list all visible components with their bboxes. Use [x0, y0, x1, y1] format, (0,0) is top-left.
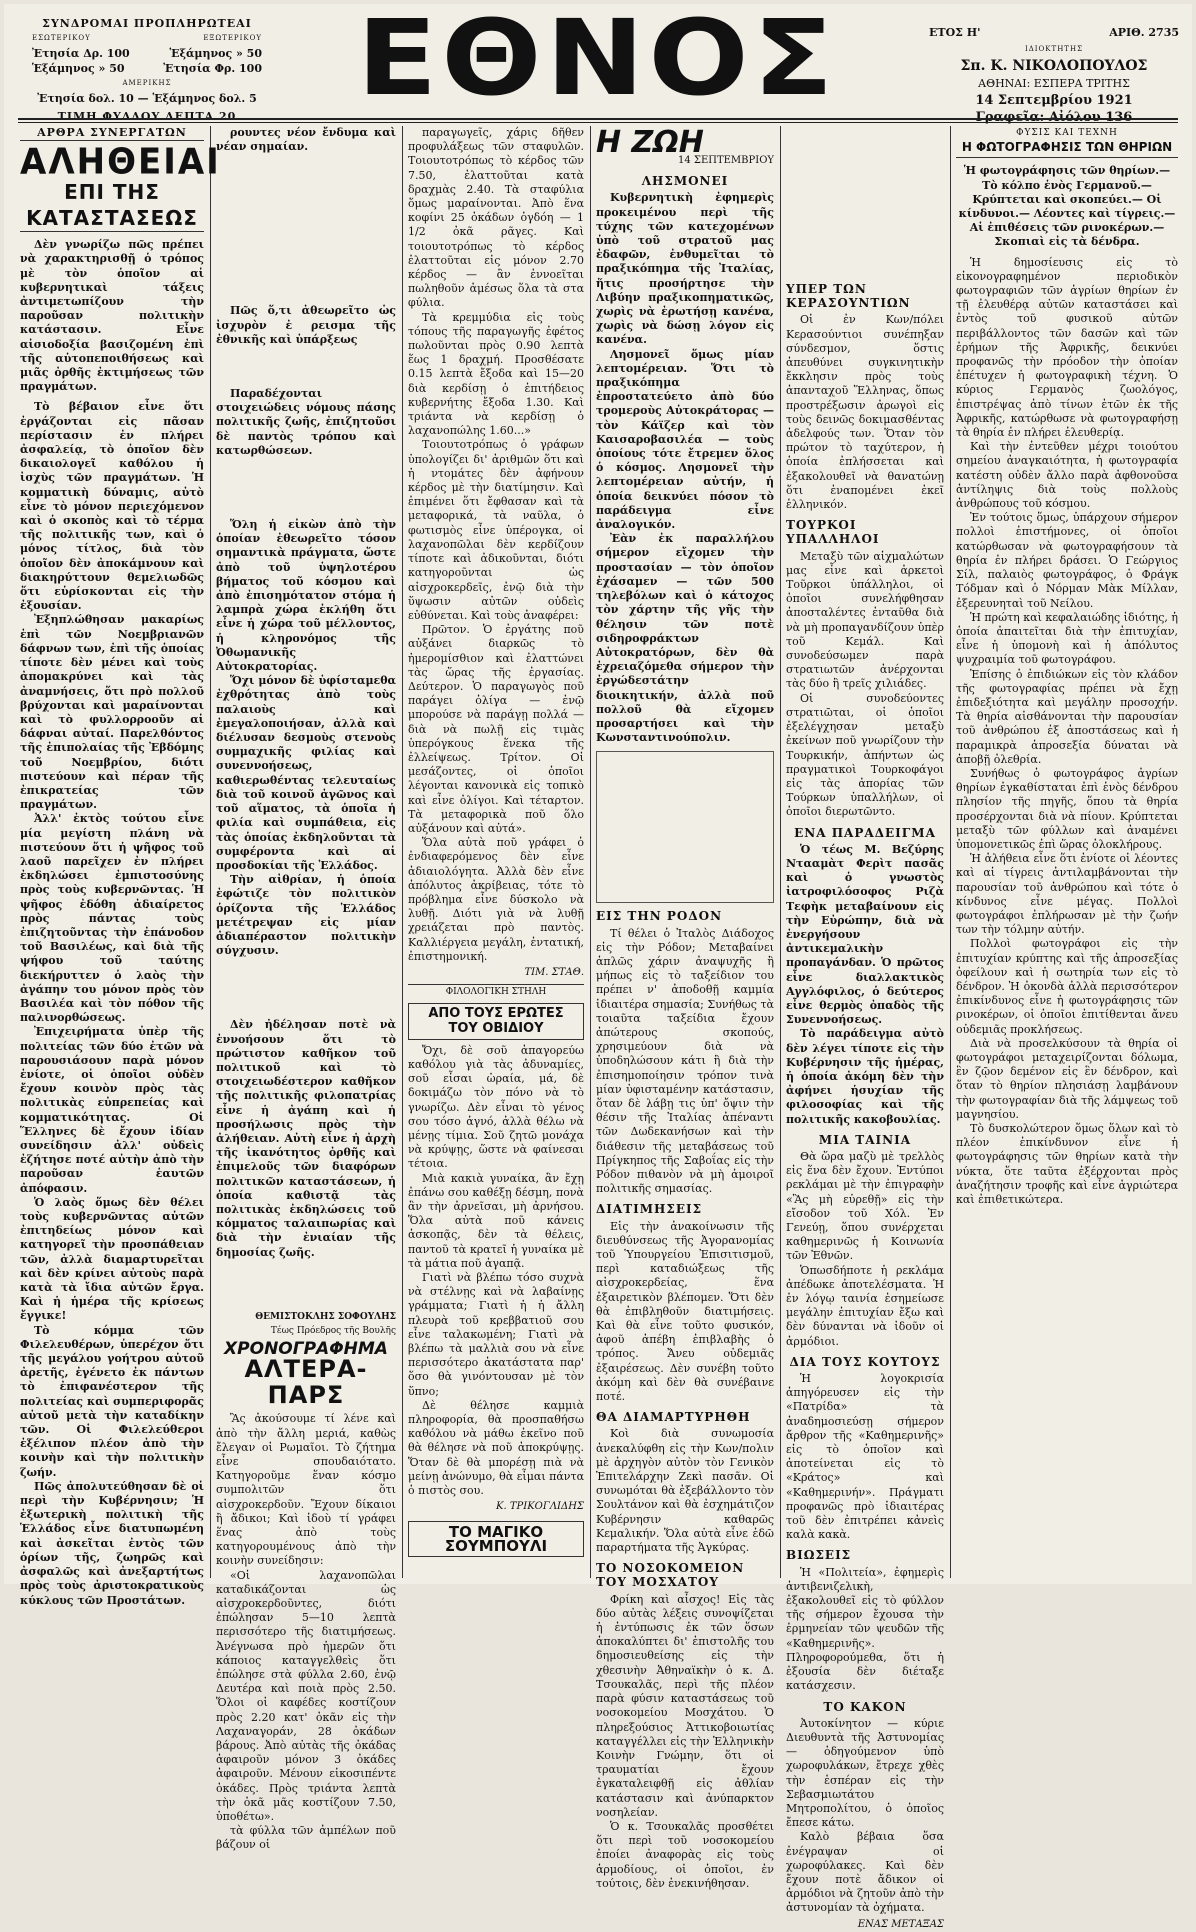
newspaper-page: [4, 0, 1192, 1930]
signature: ΤΙΜ. ΣΤΑΘ.: [524, 966, 584, 978]
foreign-annual: Ἐτησία Φρ. 100: [163, 62, 262, 75]
paragraph: Γιατὶ νὰ βλέπω τόσο συχνὰ νὰ στέλνῃς καὶ νὰ λαβαίνῃς γράμματα; Γιατὶ ἡ ἡ ἄλλη πλευρὰ τοῦ κρεββατιοῦ σου εἶνε ταλακωμένη; Γιατὶ νὰ βλέπω τὰ μαλλιὰ σου νὰ εἶνε περισσότερο ἀκατάστατα παρ' ὅσο θὰ γινόντουσαν μὲ τὸν ὕπνο;: [408, 1271, 584, 1398]
paragraph: Ὁ τέως Μ. Βεζύρης Ντααμὰτ Φερὶτ πασᾶς καὶ ὁ γνωστὸς ἰατροφιλόσοφος Ριζὰ Τεφὴκ μεταβαίνουν εἰς τὴν Εὐρώπην, διὰ νὰ ἐνεργήσουν ἀντικεμαλικὴν προπαγάνδαν. Ὁ πρῶτος εἶνε διαλλακτικὸς Αγγλόφιλος, ὁ δεύτερος εἶνε θερμὸς ὀπαδὸς τῆς Συνεννοήσεως.: [786, 842, 944, 1027]
headline: ΑΛΗΘΕΙΑΙ: [20, 141, 221, 184]
subheading: ΥΠΕΡ ΤΩΝ ΚΕΡΑΣΟΥΝΤΙΩΝ: [786, 282, 911, 311]
paragraph: Ὁ κ. Τσουκαλᾶς προσθέτει ὅτι περὶ τοῦ νοσοκομείου ἐποίει ἀναφορὰς εἰς τοὺς ἁρμοδίους, οἱ ὁποῖοι, ἐν τούτοις, δὲν ἐνεκινήθησαν.: [596, 1819, 774, 1890]
paragraph: Τὸ παράδειγμα αὐτὸ δὲν λέγει τίποτε εἰς τὴν Κυβέρνησιν τῆς ἡμέρας, ἡ ὁποία ἀκόμη δὲν τὴν ἀφήνει ἡσυχίαν τῆς φιλοσοφίας καὶ τῆς πολιτικῆς κακοβουλίας.: [786, 1027, 944, 1126]
subheading: ΔΙΑ ΤΟΥΣ ΚΟΥΤΟΥΣ: [789, 1354, 941, 1369]
box-title: ΤΟ ΜΑΓΙΚΟ ΣΟΥΜΠΟΥΛΙ: [444, 1522, 548, 1555]
paragraph: Ἐξηπλώθησαν μακαρίως ἐπὶ τῶν Νοεμβριανῶν δάφνων των, ἐπὶ τῆς ὁποίας τίποτε δὲν μένει καὶ τοὺς ἀπομακρύνει καὶ τὰς ἀναμνήσεις, ὅτι πρὸ πολλοῦ βρύχονται καὶ μαραίνονται καὶ τὸ φυλλορροοῦν αἱ δάφναι αὐταί. Παρελθόντος τῆς ἐπιπολαίας τῆς Ἐβδόμης τοῦ Νοεμβρίου, διότι πιστεύουν καὶ πέραν τῆς ἐπικρατείας τῶν πραγμάτων.: [20, 613, 204, 812]
lead-paragraph: Ἡ φωτογράφησις τῶν θηρίων.— Τὸ κόλπο ἑνὸς Γερμανοῦ.— Κρύπτεται καὶ σκοπεύει.— Οἱ κίνδυνοι.— Λέοντες καὶ τίγρεις.— Αἱ ἐπιθέσεις τῶν ρινοκέρων.— Σκοπιαὶ εἰς τὰ δένδρα.: [958, 164, 1176, 249]
paragraph: ρουντες νέον ἔνδυμα καὶ νέαν σημαίαν.: [216, 126, 396, 154]
owner-name: Σπ. Κ. ΝΙΚΟΛΟΠΟΥΛΟΣ: [960, 58, 1148, 74]
paragraph: Ἐπίσης ὁ ἐπιδιώκων εἰς τὸν κλάδον τῆς φωτογραφίας πρέπει νὰ ἔχῃ ἐπιδεξιότητα καὶ μεγάλην προσοχήν. Τὰ θηρία αἰσθάνονται τὴν παρουσίαν τοῦ ἀνθρώπου ἐξ ἀποστάσεως καὶ ἡ παραμικρὰ ἀπροσεξία δύναται νὰ ἀποβῇ ὀλεθρία.: [956, 667, 1178, 766]
section-date: 14 ΣΕΠΤΕΜΒΡΙΟΥ: [677, 155, 774, 166]
signature: Κ. ΤΡΙΚΟΓΛΙΔΗΣ: [496, 1501, 584, 1513]
paragraph: Τὸ δυσκολώτερον ὅμως ὅλων καὶ τὸ πλέον ἐπικίνδυνον εἶνε ἡ φωτογράφησις τῶν θηρίων κατὰ τὴν νύκτα, ὅτε ταῦτα ἐξέρχονται πρὸς ἀναζήτησιν τροφῆς καὶ εἶνε ἀγριώτερα καὶ ἐπιθετικώτερα.: [956, 1122, 1178, 1207]
subheading: ΛΗΣΜΟΝΕΙ: [641, 174, 729, 189]
paragraph: Ἀλλ' ἐκτὸς τούτου εἶνε μία μεγίστη πλάνη νὰ πιστεύουν ὅτι ἡ ψῆφος τοῦ λαοῦ παρεῖχεν ἐν πλήρει ἐκδηλώσει ἐμπιστοσύνης πρὸς τοὺς κυβερνῶντας. Ἡ ψῆφος ἐδόθη ἀδιαίρετος πρὸς πάντας τοὺς ἐπιζητοῦντας τὴν ἐπάνοδον τοῦ Βασιλέως, καὶ διὰ τῆς ψήφου τοῦ ταύτης διεκήρυττεν ὁ λαὸς τὴν ἀγάπην του μόνον πρὸς τὸν Βασιλέα καὶ τὸν πόθον τῆς παλινορθώσεως.: [20, 812, 204, 1025]
year-label: ΕΤΟΣ Η': [929, 26, 981, 39]
paragraph: Δὲν ἠδέλησαν ποτὲ νὰ ἐννοήσουν ὅτι τὸ πρώτιστον καθῆκον τοῦ πολιτικοῦ καὶ τὸ στοιχειωδέστερον καθῆκον τῆς πολιτικῆς φιλοπατρίας εἶνε ἡ ἀγάπη καὶ ἡ προσήλωσις πρὸς τὴν ἀλήθειαν. Αὐτὴ εἶνε ἡ ἀρχὴ τῆς ἱκανότητος ὀρθῆς καὶ ἐπιμελοῦς τῶν διαφόρων πολιτικῶν καταστάσεων, ἡ ὁποία καθιστᾷ τὰς πολιτικὰς ἐκδηλώσεις τοῦ κόμματος ταλαιπωρίας καὶ διὰ τὴν ἐνιαίαν τῆς δημοσίας ζωῆς.: [216, 1018, 396, 1259]
paragraph: «Οἱ λαχανοπῶλαι καταδικάζονται ὡς αἰσχροκερδοῦντες, διότι ἐπώλησαν 5—10 λεπτὰ περισσότερο τῆς διατιμήσεως. Ἀνέγνωσα πρὸ ἡμερῶν ὅτι κάποιος καταγγελθεὶς ὅτι ἐπώλησε στὰ φύλλα 2.60, ἐνῷ Δευτέρα καὶ ποιὰ πρὸς 2.50. Ὅλοι οἱ καφέδες κοστίζουν πρὸς 2.20 κατ' ὀκᾶν εἰς τὴν Λαχαναγοράν, 28 ὀκάδων βάρους. Ἀπὸ αὐτὰς τῆς ὀκάδας ἀφαιροῦν μόνον 3 ὀκάδες ἀφαιροῦν. Μένουν εἰκοσιπέντε ὀκάδες. Πρὸς τριάντα λεπτὰ τὴν ὀκᾶ μᾶς κοστίζουν 7.50, ὑποθέτω».: [216, 1568, 396, 1824]
subheading: ΘΑ ΔΙΑΜΑΡΤΥΡΗΘΗ: [596, 1410, 751, 1425]
foreign-semi: Ἑξάμηνος » 50: [169, 47, 262, 60]
paragraph: Μιὰ κακιὰ γυναίκα, ἂν ἔχῃ ἐπάνω σου καθέξῃ δέσμη, πονὰ ἂν τὴν ἀρνεῖσαι, μὴ ἀρνήσου. Ὅλα αὐτὰ ποῦ κάνεις ἀσκοπᾷς, δὲν τὰ θέλεις, παντοῦ τὰ κρατεῖ ἡ γυναίκα μὲ τὰ μάτια ποῦ ἀγαπᾷ.: [408, 1171, 584, 1270]
paragraph: Ἂς ἀκούσουμε τί λένε καὶ ἀπὸ τὴν ἄλλη μεριά, καθὼς ἔλεγαν οἱ Ρωμαῖοι. Τὸ ζήτημα εἶνε σπουδαιότατο. Κατηγοροῦμε ἕναν κόσμο συμπολιτῶν ὅτι αἰσχροκερδοῦν. Ἔχουν δίκαιοι ἢ ἄδικοι; Καὶ ἰδοὺ τί γράφει ἕνας ἀπὸ τοὺς κατηγορουμένους ἀπὸ τὴν κοινὴν συνείδησιν:: [216, 1412, 396, 1568]
paragraph: Ἐπιχειρήματα ὑπὲρ τῆς πολιτείας τῶν δύο ἐτῶν νὰ παρουσιάσουν παρὰ μόνον ἐνίοτε, οἱ ὁποῖοι οὐδὲν ἔχουν κοινὸν πρὸς τὰς πολιτικὰς εὐπρεπείας καὶ κομματικότητας. Οἱ Ἕλληνες δὲ ἔχουν ἰδίαν συνείδησιν ἀλλ' οὐδεὶς ἐζήτησε ποτέ αὐτὴν ἀπὸ τὴν παροῦσαν ἑαυτῶν ἀπόφασιν.: [20, 1025, 204, 1195]
blank-box: [596, 751, 774, 903]
paragraph: Καὶ τὴν ἐντεῦθεν μέχρι τοιούτου σημείου ἀναγκαιότητα, ἡ φωτογραφία κατέστη οὐδὲν ἄλλο παρὰ ἀφθονοῦσα ἀντίληψις διὰ τοὺς πολλοὺς ἀνθρώπους τοῦ κόσμου.: [956, 440, 1178, 511]
paragraph: τὰ φύλλα τῶν ἀμπέλων ποῦ βάζουν οἱ: [216, 1824, 396, 1852]
paragraph: Κυβερνητικὴ ἐφημερὶς προκειμένου περὶ τῆς τύχης τῶν κατεχομένων ὑπὸ τοῦ στρατοῦ μας ἐδαφῶν, ἐνθυμεῖται τὸ πραξικόπημα τῆς Ἰταλίας, ἥτις προσήρτησε τὴν Λιβύην πραξικοπηματικῶς, χωρὶς νὰ ἐρωτήσῃ κανένα, χωρὶς νὰ δώσῃ λόγον εἰς κανένα.: [596, 191, 774, 347]
domestic-semi: Ἑξάμηνος » 50: [32, 62, 125, 75]
paragraph: Συνήθως ὁ φωτογράφος ἀγρίων θηρίων ἐγκαθίσταται ἐπὶ ἑνὸς δένδρου πλησίον τῆς πηγῆς, ὅπου τὰ θηρία προσέρχονται διὰ νὰ πίουν. Κρύπτεται μεταξὺ τῶν φύλλων καὶ ἀναμένει ὑπομονετικῶς ἐπὶ ὥρας ὁλοκλήρους.: [956, 766, 1178, 851]
subheading: ΕΝΑ ΠΑΡΑΔΕΙΓΜΑ: [794, 825, 936, 840]
paragraph: Πρῶτον. Ὁ ἐργάτης ποῦ αὐξάνει διαρκῶς τὸ ἡμερομίσθιον καὶ ἐλαττώνει τὰς ὥρας τῆς ἐργασίας. Δεύτερον. Ὁ παραγωγὸς ποῦ παράγει ὀλίγα — ἐνῷ μπορούσε νὰ παράγῃ πολλά — διὰ νὰ πωλῇ εἰς τιμὰς ὑπερόγκους ἕνεκα τῆς ἐλλείψεως. Τρίτον. Οἱ μεσάζοντες, οἱ ὁποῖοι λέγονται κανονικὰ εἰς τοπικὸ καὶ εἶνε ὀλίγοι. Καὶ τέταρτον. Τὰ μεταφορικὰ ποῦ ὅλο αὐξάνουν καὶ αὐτά».: [408, 623, 584, 835]
paragraph: Ὅλη ἡ εἰκὼν ἀπὸ τὴν ὁποίαν ἐθεωρεῖτο τόσον σημαντικὰ πράγματα, ὥστε ἀπὸ τοῦ ὑψηλοτέρου βήματος τοῦ κόσμου καὶ ἀπὸ ἐπισημότατον στόμα ἡ λαμπρὰ χώρα ἐκλήθη ὅτι εἶνε ἡ χώρα τοῦ μέλλοντος, ἡ κληρονόμος τῆς Ὀθωμανικῆς Αὐτοκρατορίας.: [216, 518, 396, 674]
column-3: [408, 126, 584, 1578]
domestic-label: ΕΣΩΤΕΡΙΚΟΥ: [32, 34, 91, 42]
chronicle-label: ΧΡΟΝΟΓΡΑΦΗΜΑ: [224, 1339, 388, 1360]
paragraph: Τὰ κρεμμύδια εἰς τοὺς τόπους τῆς παραγωγῆς ἐφέτος πωλοῦνται πρὸς 0.90 λεπτὰ ἕως 1 δραχμή. Προσθέσατε 0.15 λεπτὰ ἔξοδα καὶ 15—20 διὰ κερδίσῃ ὁ ἐπιτήδειος κυβερνήτης ἔξοδα 1.30. Καὶ τριάντα νὰ κερδίσῃ ὁ λαχανοπώλης 1.60...»: [408, 310, 584, 438]
column-divider: [590, 126, 591, 1578]
paragraph: Ἐὰν ἐκ παραλλήλου σήμερον εἴχομεν τὴν προστασίαν — τὸν ὁποῖον ἐχάσαμεν — τῶν 500 τηλεβόλων καὶ ὁ κάτοχος τὸν χάρτην τῆς γῆς τὴν θέλησιν τῶν ποτὲ σιδηροφράκτων Αὐτοκρατόρων, δὲν θὰ ἐχρειαζόμεθα σήμερον τὴν ἐργώδεστάτην διοικητικήν, ἀλλὰ ποῦ πολλοῦ θὰ εἴχομεν προσαρτήσει καὶ τὴν Κωνσταντινούπολιν.: [596, 532, 774, 745]
domestic-annual: Ἐτησία Δρ. 100: [32, 47, 130, 60]
paragraph: Ἐν τούτοις ὅμως, ὑπάρχουν σήμερον πολλοὶ ἐπιστήμονες, οἱ ὁποῖοι κατώρθωσαν νὰ φωτογραφήσουν τὰ θηρία ἐν πλήρει δράσει. Ὁ Γεώργιος Σίλ, παλαιὸς φωτογράφος, ὁ Φράγκ Τόδμαν καὶ ὁ Νόρμαν Μὰκ Μίλλαν, ἐξερευνηταὶ τοῦ Νείλου.: [956, 511, 1178, 610]
column-5-blank: [786, 126, 944, 276]
paragraph: Οἱ ἐν Κων/πόλει Κερασούντιοι συνέπηξαν σύνδεσμον, ὅστις ἀπευθύνει συγκινητικὴν ἔκκλησιν πρὸς τοὺς ἁπανταχοῦ Ἕλληνας, ὅπως προστρέξωσιν ἀρωγοὶ εἰς τοὺς δεινῶς δοκιμασθέντας ἀδελφούς των. Ὅταν τὸν πρώτον τὸ ταχύτερον, ἡ ὁποία ἐπλήσσεται καὶ ἐξακολουθεῖ νὰ θανατώνῃ ὅτι ἐναπομένει ἐκεῖ ἑλληνικόν.: [786, 313, 944, 512]
section-label: ΦΥΣΙΣ ΚΑΙ ΤΕΧΝΗ: [1016, 128, 1118, 138]
signature: ΕΝΑΣ ΜΕΤΑΞΑΣ: [857, 1918, 944, 1930]
subscription-box: [32, 16, 262, 124]
issue-date: 14 Σεπτεμβρίου 1921: [975, 93, 1133, 108]
masthead-rule-thin: [18, 122, 1178, 123]
headline: Η ΦΩΤΟΓΡΑΦΗΣΙΣ ΤΩΝ ΘΗΡΙΩΝ: [956, 140, 1178, 158]
subheading: ΤΟ ΝΟΣΟΚΟΜΕΙΟΝ ΤΟΥ ΜΟΣΧΑΤΟΥ: [596, 1561, 745, 1590]
paragraph: Τοιουτοτρόπως ὁ γράφων ὑπολογίζει δι' ἀριθμῶν ὅτι καὶ ἡ ντομάτες δὲν ἀφήνουν κέρδος μὲ τὴν διατίμησιν. Καὶ ἐπιμένει ὅτι ἔφθασαν καὶ τὰ μεταφορικά, τὰ ναῦλα, ὁ φωτισμὸς εἶνε ὑπέρογκα, οἱ λαχανοπῶλαι δὲν κερδίζουν τίποτε καὶ ἀδικοῦνται, διότι κατηγοροῦνται ὡς αἰσχροκερδεῖς, ἐνῷ διὰ τὴν ὕψωσιν αὐτῶν οὐδεὶς εὐθύνεται. Καὶ τοὺς ἀναφέρει:: [408, 438, 584, 622]
section-label: ΑΡΘΡΑ ΣΥΝΕΡΓΑΤΩΝ: [20, 126, 204, 141]
subheading: ΤΟΥΡΚΟΙ ΥΠΑΛΛΗΛΟΙ: [786, 518, 880, 547]
paragraph: Εἰς τὴν ἀνακοίνωσιν τῆς διευθύνσεως τῆς Ἀγορανομίας τοῦ Ὑπουργείου Ἐπισιτισμοῦ, περὶ καταδιώξεως τῆς αἰσχροκερδείας, ἕνα ἐξαιρετικὸν βλέπομεν. Ὅτι δὲν θὰ ἐπιβληθοῦν διατιμήσεις. Καὶ θὰ εἶνε τοῦτο φυσικόν, ἀφοῦ ἀπέβη ἐπιβλαβὴς ὁ τρόπος. Ἄνευ οὐδεμιᾶς ἐξαιρέσεως. Δὲν συνέβη τοῦτο ἀκόμη καὶ δὲν θὰ συνέβαινε ποτέ.: [596, 1219, 774, 1404]
subheading: ΕΙΣ ΤΗΝ ΡΟΔΟΝ: [596, 909, 723, 924]
paragraph: Τί θέλει ὁ Ἰταλὸς Διάδοχος εἰς τὴν Ρόδον; Μεταβαίνει ἁπλῶς χάριν ἀναψυχῆς ἢ μήπως εἰς τὸ ταξείδιον του πρέπει ν' ἀποδοθῇ καμμία ἰδιαιτέρα σημασία; Συνήθως τὰ τοιαῦτα ταξείδια ἔχουν ἀπώτερους σκοπούς, χρησιμεύουν διὰ νὰ ὑποδηλώσουν κάτι ἢ διὰ τὴν ἐπισημοποίησιν τρόπον τινὰ μίαν ὑφισταμένην κατάστασιν, ὅταν δὲ λάβῃ τις ὑπ' ὄψιν τὴν θέσιν τῆς Ἰταλίας ἀπέναντι τῶν Δωδεκανήσων καὶ τὴν διάθεσιν τῆς μεταβάσεως τοῦ Πρίγκηπος τῆς Σαβοΐας εἰς τὴν Ρόδον πιθανὸν νὰ μὴ ἀμοιροῖ πολιτικῆς σημασίας.: [596, 926, 774, 1196]
issue-number: ΑΡΙΘ. 2735: [1109, 26, 1179, 39]
column-2: [216, 126, 396, 1852]
issue-info: [929, 24, 1179, 126]
box-title: ΑΠΟ ΤΟΥΣ ΕΡΩΤΕΣ ΤΟΥ ΟΒΙΔΙΟΥ: [428, 1006, 564, 1036]
column-divider: [402, 126, 403, 1578]
paragraph: Ὄχι, δὲ σοῦ ἀπαγορεύω καθόλου γιὰ τὰς ἀδυναμίες, σοῦ εἶσαι ὡραία, μά, δὲ δοκιμάζω τὸν πόνο νὰ τὸ γνωρίζω. Δὲν εἶναι τὸ γένος σου τόσο ἁγνό, ἀλλὰ θέλω νὰ μένῃς τίμια. Σοῦ ζητῶ μονάχα νὰ κρύψῃς, ὥστε νὰ φαίνεσαι τέτοια.: [408, 1043, 584, 1171]
column-5: [786, 126, 944, 1930]
literary-box: [408, 1003, 584, 1039]
newspaper-title: ΕΘΝΟΣ: [356, 0, 838, 119]
america-label: ΑΜΕΡΙΚΗΣ: [122, 79, 172, 87]
signature-name: ΘΕΜΙΣΤΟΚΛΗΣ ΣΟΦΟΥΛΗΣ: [255, 1311, 396, 1322]
column-divider: [950, 126, 951, 1578]
column-6: [956, 126, 1178, 1578]
paragraph: Ἡ λογοκρισία ἀπηγόρευσεν εἰς τὴν «Πατρίδα» τὰ ἀναδημοσιεύσῃ σήμερον ἄρθρον τῆς «Καθημερινῆς» εἰς τὸ ὁποῖον καὶ ἀποτείνεται εἰς τὸ «Κράτος» καὶ «Καθημερινήν». Πράγματι προφανῶς πρὸ ἰδιαιτέρας τοῦ δὲν ἐπιτρέπει κἀνεὶς καλὰ κακὰ.: [786, 1372, 944, 1542]
paragraph: Ἡ «Πολιτεία», ἐφημερὶς ἀντιβενιζελικὴ, ἐξακολουθεῖ εἰς τὸ φύλλον τῆς σήμερον ἔχουσα τὴν ἑρμηνείαν τῶν ψευδῶν τῆς «Καθημερινῆς». Πληροφορούμεθα, ὅτι ἡ ἐξουσία δὲν διέταξε κατάσχεσιν.: [786, 1565, 944, 1693]
masthead-rule: [18, 118, 1178, 120]
paragraph: Τὴν αἰθρίαν, ἡ ὁποία ἐφώτιζε τὸν πολιτικὸν ὁρίζοντα τῆς Ἑλλάδος μετέτρεψαν εἰς μίαν ἀδιαπέραστον πολιτικὴν σύγχυσιν.: [216, 873, 396, 958]
paragraph: Λησμονεῖ ὅμως μίαν λεπτομέρειαν. Ὅτι τὸ πραξικόπημα ἐπροστατεύετο ἀπὸ δύο τρομεροὺς Αὐτοκράτορας — τὸν Κάϊζερ καὶ τὸν Καισαροβασιλέα — τοὺς ὁποίους τότε ἔτρεμεν ὅλος ὁ κόσμος. Λησμονεῖ τὴν λεπτομέρειαν αὐτήν, ἡ ὁποία δεικνύει πόσον τὸ παράδειγμα εἶνε ἀναλογικόν.: [596, 347, 774, 532]
chronicle-title: ΑΛΤΕΡΑ-ΠΑΡΣ: [244, 1355, 368, 1410]
paragraph: Δὲν γνωρίζω πῶς πρέπει νὰ χαρακτηρισθῇ ὁ τρόπος μὲ τὸν ὁποῖον αἱ κυβερνητικαὶ τάξεις ἀντιμετωπίζουν τὴν παροῦσαν πολιτικὴν κατάστασιν. Εἶνε αἰσιοδοξία βασιζομένη ἐπὶ τῆς αὐτοπεποιθήσεως καὶ μιᾶς ὀρθῆς ἐκτιμήσεως τῶν πραγμάτων.: [20, 238, 204, 394]
section-title: Η ΖΩΗ: [596, 125, 704, 160]
paragraph: Πῶς ὅ,τι ἀθεωρεῖτο ὡς ἰσχυρὸν ἐ ρεισμα τῆς ἐθνικῆς καὶ ὑπάρξεως: [216, 304, 396, 346]
paragraph: Καλὸ βέβαια ὅσα ἐνέγραψαν οἱ χωροφύλακες. Καὶ δὲν ἔχουν ποτὲ ἄδικον οἱ ἀρμόδιοι νὰ ζητοῦν ἀπὸ τὴν ἀστυνομίαν τὰ ὀχήματα.: [786, 1830, 944, 1915]
column-1: [20, 126, 221, 1607]
owner-label: ΙΔΙΟΚΤΗΤΗΣ: [1024, 45, 1084, 53]
paragraph: Ἡ δημοσίευσις εἰς τὸ εἰκονογραφημένον περιοδικὸν φωτογραφιῶν τῶν ἀγρίων θηρίων ἐν τῇ ἐλευθέρᾳ αὐτῶν καταστάσει καὶ ἐντὸς τοῦ φυσικοῦ αὐτῶν περιβάλλοντος τῶν δασῶν καὶ τῶν ἐρήμων τῆς Ἀφρικῆς, δεικνύει προφανῶς τὴν πρόοδον τὴν ὁποίαν ἐπέτυχεν ἡ φωτογραφικὴ τέχνη. Ὁ κύριος Γερμανὸς ζωολόγος, ἐπιστρέψας ἀπὸ τίνων ἐτῶν ἐκ τῆς Ἀφρικῆς, κατώρθωσε νὰ φωτογραφήσῃ τὰ θηρία ἐν πλήρει ἐλευθερίᾳ.: [956, 255, 1178, 440]
paragraph: Τὸ κόμμα τῶν Φιλελευθέρων, ὑπερέχον ὅτι τῆς μεγάλου γοήτρου αὐτοῦ ἀρετῆς, ἐγένετο ἐκ πάντων τὸ ἐπιφανέστερον τῆς πολιτείας καὶ συμπεριφορᾶς αὐτοῦ μετὰ τὴν καταδίκην τῶν. Οἱ Φιλελεύθεροι ἐξέλιπον πλέον ἀπὸ τὴν κοινὴν καὶ τὴν πολιτικὴν ζωήν.: [20, 1323, 204, 1479]
subheading: ΤΟ ΚΑΚΟΝ: [823, 1699, 907, 1714]
paragraph: Ἡ πρώτη καὶ κεφαλαιώδης ἰδιότης, ἡ ὁποία ἀπαιτεῖται διὰ τὴν ἐπιτυχίαν, εἶνε ἡ ὑπομονὴ καὶ ἡ ἀπόλυτος ψυχραιμία τοῦ φωτογράφου.: [956, 610, 1178, 667]
signature-title: Τέως Πρόεδρος τῆς Βουλῆς: [270, 1325, 396, 1336]
paragraph: Ἡ ἀλήθεια εἶνε ὅτι ἐνίοτε οἱ λέοντες καὶ αἱ τίγρεις ἀντιλαμβάνονται τὴν παρουσίαν τοῦ ἀνθρώπου καὶ τότε ὁ κίνδυνος εἶνε μέγας. Πολλοὶ φωτογράφοι ἐπλήρωσαν μὲ τὴν ζωήν των τὴν τόλμην αὐτήν.: [956, 852, 1178, 937]
foreign-label: ΕΞΩΤΕΡΙΚΟΥ: [203, 34, 262, 42]
paragraph: Πῶς ἀπολυτεύθησαν δὲ οἱ περὶ τὴν Κυβέρνησιν; Ἡ ἐξωτερικὴ πολιτικὴ τῆς Ἑλλάδος εἶνε διατυπωμένη καὶ ἀσκεῖται ἐντὸς τῶν ὁρίων τῆς, ζωηρῶς καὶ ἀσφαλῶς καὶ ἀνεξαρτήτως πρὸς τοὺς ἀριστοκρατικοὺς κύκλους τῶν Προστάτων.: [20, 1479, 204, 1607]
paragraph: Ὅχι μόνον δὲ ὑφίσταμεθα ἐχθρότητας ἀπὸ τοὺς παλαιοὺς καὶ ἐμεγαλοποιήσαν, ἀλλὰ καὶ διέλυσαν δεσμοὺς στενοὺς συμμαχικῆς φιλίας καὶ συνεννοήσεως, καθιερωθέντας τελευταίως διὰ τοῦ κοινοῦ ἀγῶνος καὶ τοῦ αἵματος, τὰ ὁποῖα ἡ φιλία καὶ συμπάθεια, εἰς τὰς ὁποίας ἐκδηλοῦνται τὰ συμφέροντα καὶ αἱ προσδοκίαι τῆς Ἑλλάδος.: [216, 674, 396, 872]
column-4: [596, 125, 774, 1890]
headline-sub: ΕΠΙ ΤΗΣ ΚΑΤΑΣΤΑΣΕΩΣ: [20, 179, 204, 232]
subscriptions-label: ΣΥΝΔΡΟΜΑΙ ΠΡΟΠΛΗΡΩΤΕΑΙ: [42, 17, 252, 30]
paragraph: Ὅλα αὐτὰ ποῦ γράφει ὁ ἐνδιαφερόμενος δὲν εἶνε ἀδιαιολόγητα. Ἀλλὰ δὲν εἶνε ἀπόλυτος ἀκρίβειας, τότε τὸ πρόβλημα εἶνε δύσκολο νὰ λυθῇ. Διότι γιὰ νὰ λυθῇ χρειάζεται πρὸ παντὸς. Καλλιέργεια μεγάλη, ἐντατική, ἐπιστημονική.: [408, 836, 584, 963]
paragraph: Κοὶ διὰ συνωμοσία ἀνεκαλύφθη εἰς τὴν Κων/πολιν μὲ ἀρχηγὸν αὐτὸν τὸν Γενικὸν Ἐπιτελάρχην Ζεκὶ πασᾶν. Οἱ συνωμόται θὰ ἐξεβάλλοντο τὸν Σουλτάνον καὶ θὰ ἐσχημάτιζον Κυβέρνησιν καθαρῶς Κεμαλικήν. Ὅλα αὐτὰ εἶνε ἐδῶ παραρτήματα τῆς Ἀγκύρας.: [596, 1427, 774, 1555]
issue-price: ΤΙΜΗ ΦΥΛΛΟΥ ΛΕΠΤΑ 20: [57, 110, 237, 123]
subheading: ΔΙΑΤΙΜΗΣΕΙΣ: [596, 1202, 703, 1217]
subheading: ΒΙΩΣΕΙΣ: [786, 1548, 852, 1563]
literary-column-label: ΦΙΛΟΛΟΓΙΚΗ ΣΤΗΛΗ: [408, 984, 584, 999]
column-divider: [780, 126, 781, 1578]
subheading: ΜΙΑ ΤΑΙΝΙΑ: [818, 1132, 912, 1147]
city-line: ΑΘΗΝΑΙ: ΕΣΠΕΡΑ ΤΡΙΤΗΣ: [978, 77, 1130, 90]
paragraph: Πολλοὶ φωτογράφοι εἰς τὴν ἐπιτυχίαν κρύπτης καὶ τῆς ἀπροσεξίας ὀφείλουν καὶ ἡ σωτηρία των εἰς τὸ δένδρον. Ἡ ὀκονδὰ ἀλλὰ περισσότερον ἐπικίνδυνος εἶνε ἡ φωτογράφησις τῶν ρινοκέρων, οἱ ὁποῖοι ἐπιτίθενται ἄνευ οὐδεμιᾶς προκλήσεως.: [956, 937, 1178, 1036]
paragraph: Τὸ βέβαιον εἶνε ὅτι ἐργάζονται εἰς πᾶσαν περίστασιν ἐν πλήρει ἀσφαλείᾳ, τὸ ὁποῖον δὲν δικαιολογεῖ καθόλου ἡ ἰσχὺς τῶν πραγμάτων. Ἡ κομματικὴ δύναμις, αὐτὸ εἶνε τὸ μόνον περιεχόμενον καὶ ὁ σκοπὸς καὶ τὸ τέρμα τῆς πολιτικῆς των, καὶ ὁ μόνος τίτλος, διὰ τὸν ὁποῖον δὲν ἀποκάμνουν καὶ διακηρύττουν θεμελιωδῶς ὅτι εὑρίσκονται εἰς τὴν ἐξουσίαν.: [20, 400, 204, 613]
paragraph: Ὁ λαὸς ὅμως δὲν θέλει τοὺς κυβερνῶντας αὐτῶν ἐπιτηδείως μόνον καὶ κατηγορεῖ τὴν προσπάθειαν τῶν, ἀλλὰ διαμαρτυρεῖται καὶ δὲν κρίνει αὐτοὺς παρὰ κατὰ τὰ ἴδια αὐτῶν ἔργα. Καὶ ἡ ἡμέρα τῆς κρίσεως ἔγγικε!: [20, 1195, 204, 1323]
paragraph: Θὰ ὥρα μαζὺ μὲ τρελλὸς εἰς ἕνα δὲν ἔχουν. Ἐντύποι ρεκλάμαι μὲ τὴν ἐπιγραφὴν «Ἂς μὴ εὐρεθῇ» εἰς τὴν εἴσοδον τοῦ Χόλ. Ἐν Γενεύῃ, ὅπου συνέρχεται καθημερινῶς ἡ Κοινωνία τῶν Ἐθνῶν.: [786, 1149, 944, 1263]
paragraph: Δὲ θέλησε καμμιὰ πληροφορία, θὰ προσπαθήσω καθόλου νὰ μάθω ἐκεῖνο ποῦ θὰ θέλησε νὰ ποῦ ἀποκρύψῃς. Ὅταν δὲ θὰ μπορέσῃ πιὰ νὰ μείνῃ ἀνώνυμο, θὰ εἶμαι πάντα ὁ πιστὸς σου.: [408, 1398, 584, 1498]
america-rates: Ἐτησία δολ. 10 — Ἑξάμηνος δολ. 5: [37, 92, 257, 105]
column-divider: [210, 126, 211, 1578]
office-address: Γραφεῖα: Αἰόλου 136: [975, 110, 1133, 125]
paragraph: Οἱ συνοδεύοντες στρατιῶται, οἱ ὁποῖοι ἐξελέγχησαν μεταξὺ ἐκείνων ποῦ γνωρίζουν τὴν Τουρκικήν, ἀπήντων ὡς πραγματικοὶ Τουρκοφάγοι εἰς τὰς ἀπορίας τῶν Τούρκων ὑπαλλήλων, οἱ ὁποῖοι διερωτῶντο.: [786, 691, 944, 819]
paragraph: Φρίκη καὶ αἶσχος! Εἰς τὰς δύο αὐτὰς λέξεις συνοψίζεται ἡ ἐντύπωσις ἐκ τῶν ὅσων ἀποκαλύπτει δι' ἐπιστολῆς του δημοσιευθείσης εἰς τὴν χθεσινὴν Ἀθηναϊκὴν ὁ κ. Δ. Τσουκαλᾶς, περὶ τῆς πλέον παρὰ φύσιν καταστάσεως τοῦ νοσοκομείου Μοσχάτου. Ὁ πληρεξούσιος Ἀττικοβοιωτίας καταγγέλλει εἰς τὴν Ἑλληνικὴν Κοινὴν Γνώμην, ὅτι οἱ τραυματίαι ἔχουν ἐγκαταλειφθῇ εἰς ἀθλίαν κατάστασιν καὶ ἀνύπαρκτον νοσηλείαν.: [596, 1592, 774, 1819]
paragraph: παραγωγεῖς, χάρις δῆθεν προφυλάξεως τῶν σταφυλῶν. Τοιουτοτρόπως τὸ κέρδος τῶν 7.50, ἐλαττοῦται κατὰ δραχμὰς 2.40. Τὰ σταφύλια ὅμως μαραίνονται. Ἀπὸ ἕνα κοφίνι 25 ὀκάδων ὀγδόη — 1 1/2 ὀκᾶ ρᾶγες. Καὶ τοιουτοτρόπως τὸ κέρδος ἐλαττοῦται εἰς μόνον 2.70 κέρδος — ἂν ἐννοεῖται πωληθοῦν ἀμέσως ὅλα τὰ στα φύλια.: [408, 126, 584, 310]
bottom-box: [408, 1521, 584, 1557]
paragraph: Ὁπωσδήποτε ἡ ρεκλάμα ἀπέδωκε ἀποτελέσματα. Ἡ ἐν λόγῳ ταινία ἐσημείωσε μεγάλην ἐπιτυχίαν ἔξω καὶ δὲν δύνανται νὰ ἰδοῦν οἱ ἀρμόδιοι.: [786, 1263, 944, 1348]
paragraph: Παραδέχονται στοιχειώδεις νόμους πάσης πολιτικῆς ζωῆς, ἐπιζητοῦσι δὲ παντὸς τρόπου καὶ κατωρθώσεων.: [216, 387, 396, 457]
paragraph: Διὰ νὰ προσελκύσουν τὰ θηρία οἱ φωτογράφοι μεταχειρίζονται δόλωμα, ἓν ζῷον δεμένον εἰς ἓν δένδρον, καὶ ὅταν τὸ θηρίον πλησιάσῃ λαμβάνουν τὴν φωτογραφίαν διὰ τῆς λάμψεως τοῦ μαγνησίου.: [956, 1036, 1178, 1121]
paragraph: Μεταξὺ τῶν αἰχμαλώτων μας εἶνε καὶ ἀρκετοὶ Τοῦρκοι ὑπάλληλοι, οἱ ὁποῖοι συνελήφθησαν ἀποσταλέντες ἐνταῦθα διὰ νὰ μὴ προπαγανδίζουν ὑπὲρ τοῦ Κεμάλ. Καὶ συνοδεύσωμεν παρὰ στρατιωτῶν ἀνέρχονται τὰς δύο ἢ τρεῖς χιλιάδες.: [786, 549, 944, 691]
paragraph: Ἀυτοκίνητον — κύριε Διευθυντὰ τῆς Ἀστυνομίας — ὁδηγούμενον ὑπὸ χωροφυλάκων, ἔτρεχε χθὲς τὴν ἑσπέραν εἰς τὴν Σεβασμιωτάτου Μητροπολίτου, ὁ ὁποῖος ἔπεσε κάτω.: [786, 1716, 944, 1830]
